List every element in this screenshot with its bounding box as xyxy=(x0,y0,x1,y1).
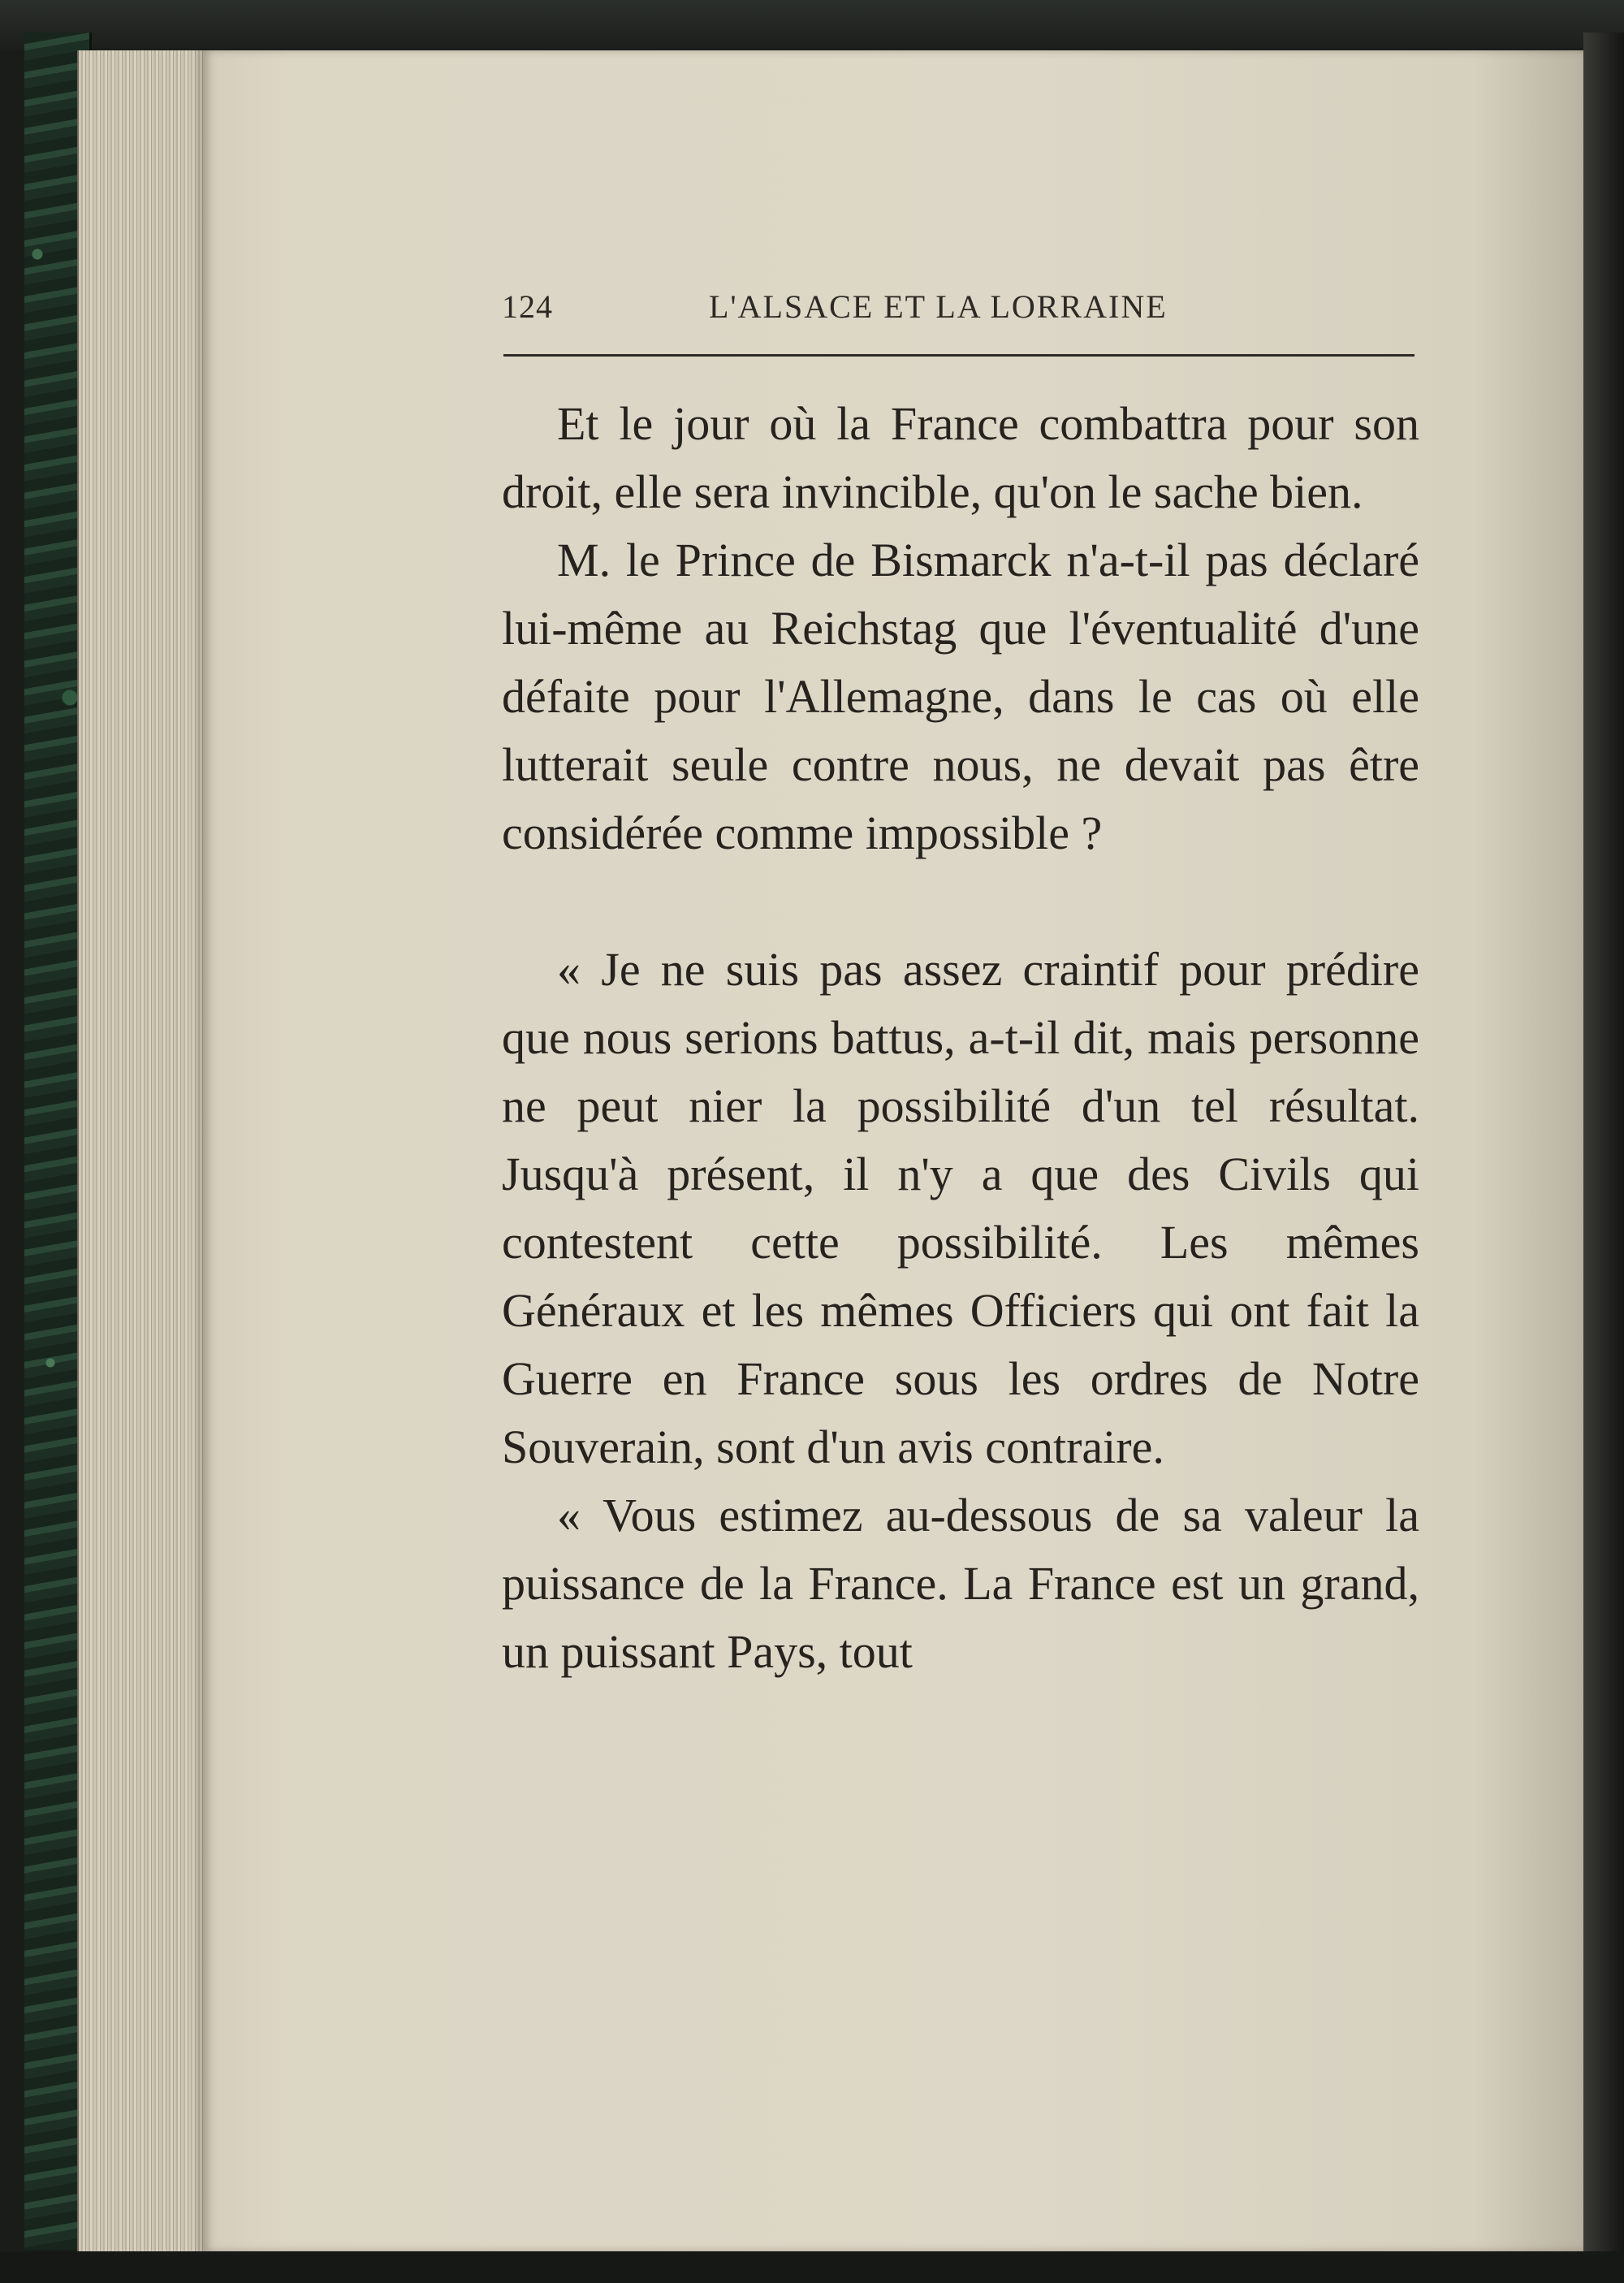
paragraph-1: Et le jour où la France combattra pour son droit, elle sera invincible, qu'on le sache bien. xyxy=(502,397,1419,518)
bottom-background xyxy=(0,2251,1624,2283)
top-background xyxy=(0,0,1624,49)
right-edge xyxy=(1583,32,1624,2283)
running-head xyxy=(502,288,1419,344)
body-text xyxy=(502,390,1419,1686)
paragraph-4: « Vous estimez au-dessous de sa valeur la puissance de la France. La France est un grand, un puissant Pays, tout xyxy=(502,1489,1419,1678)
header-rule xyxy=(503,354,1415,357)
page-edges xyxy=(77,50,209,2251)
page-number: 124 xyxy=(502,288,553,325)
running-title: L'ALSACE ET LA LORRAINE xyxy=(709,288,1168,325)
paragraph-2: M. le Prince de Bismarck n'a-t-il pas déclaré lui-même au Reichstag que l'éventualité d'une défaite pour l'Allemagne, dans le cas où elle lutterait seule contre nous, ne devait pas être considérée comme impossible ? xyxy=(502,534,1419,859)
paragraph-3: « Je ne suis pas assez craintif pour prédire que nous serions battus, a-t-il dit, mais personne ne peut nier la possibilité d'un tel résultat. Jusqu'à présent, il n'y a que des Civils qui contestent cette possibilité. Les mêmes Généraux et les mêmes Officiers qui ont fait la Guerre en France sous les ordres de Notre Souverain, sont d'un avis contraire. xyxy=(502,943,1419,1473)
